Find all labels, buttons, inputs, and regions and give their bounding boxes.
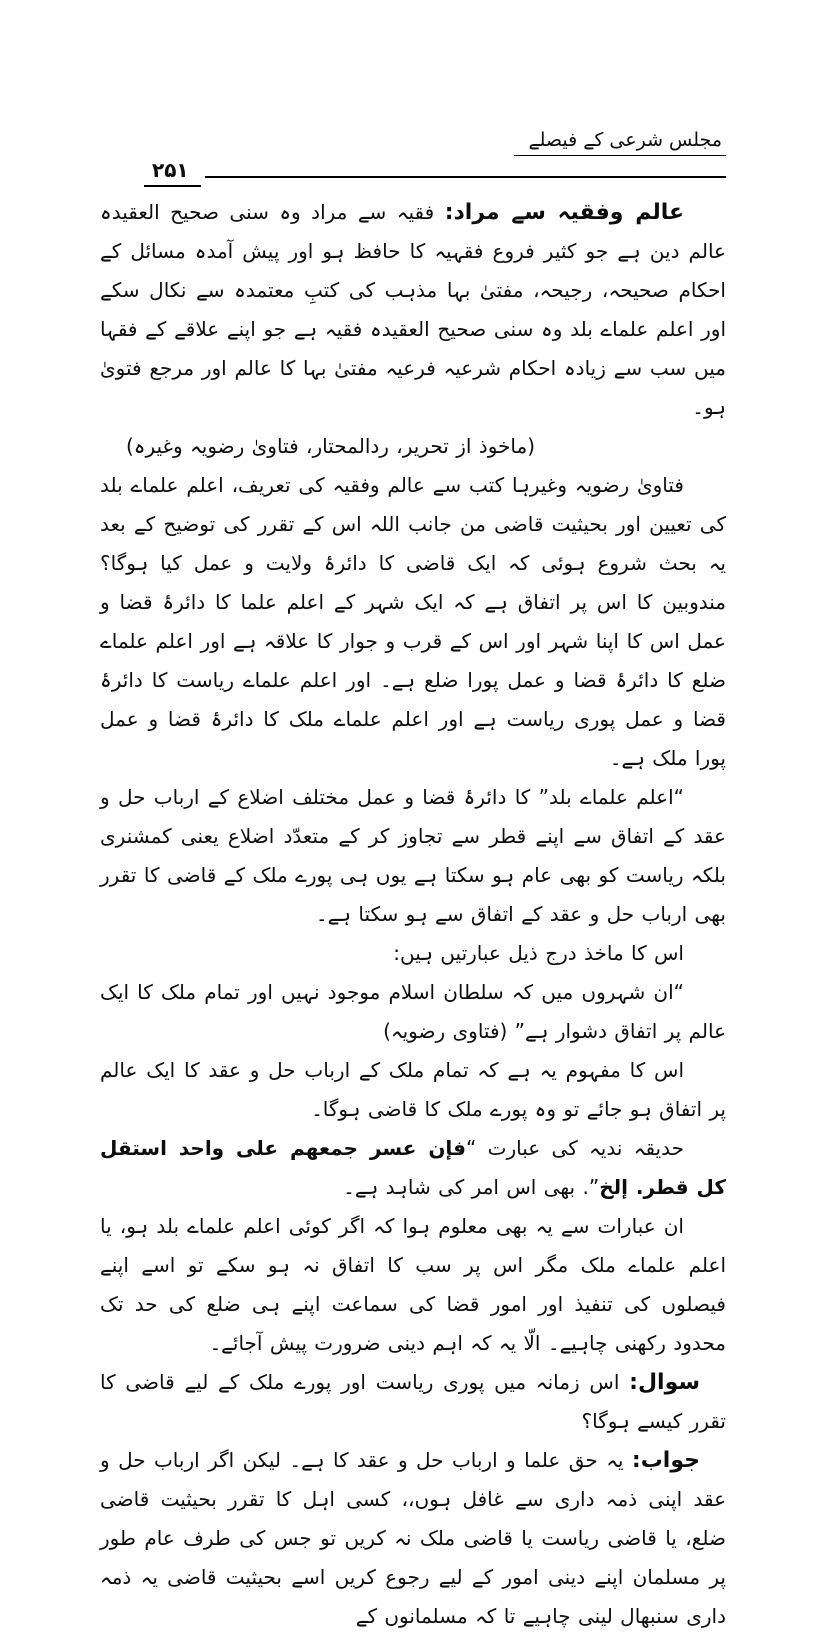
- paragraph-text-pre: حدیقہ ندیہ کی عبارت “: [466, 1136, 684, 1160]
- paragraph-discussion: [100, 466, 726, 778]
- header-title-row: [100, 128, 726, 156]
- paragraph-text-post: ”. بھی اس امر کی شاہد ہے۔: [343, 1175, 600, 1199]
- paragraph-text: “اعلم علماے بلد” کا دائرۂ قضا و عمل مختلف اضلاع کے ارباب حل و عقد کے اتفاق سے اپنے قطر سے تجاوز کر کے متعدّد اضلاع یعنی کمشنری بلکہ ریاست کو بھی عام ہو سکتا ہے یوں ہی پورے ملک کے قاضی کا تقرر بھی ارباب حل و عقد کے اتفاق سے ہو سکتا ہے۔: [100, 785, 726, 926]
- paragraph-hadiqa-quote: [100, 1129, 726, 1207]
- paragraph-text: ان عبارات سے یہ بھی معلوم ہوا کہ اگر کوئی اعلم علماے بلد ہو، یا اعلم علماے ملک مگر اس پر سب کا اتفاق نہ ہو سکے تو اسے اپنے فیصلوں کی تنفیذ اور امور قضا کی سماعت اپنے ہی ضلع کی حد تک محدود رکھنی چاہیے۔ الّا یہ کہ اہم دینی ضرورت پیش آجائے۔: [100, 1214, 726, 1355]
- header-rule-row: [100, 158, 726, 187]
- paragraph-meaning: [100, 1051, 726, 1129]
- paragraph-text: اس کا ماخذ درج ذیل عبارتیں ہیں:: [393, 941, 684, 965]
- paragraph-text: (ماخوذ از تحریر، ردالمحتار، فتاویٰ رضویہ وغیرہ): [125, 434, 536, 458]
- paragraph-text: اس کا مفہوم یہ ہے کہ تمام ملک کے ارباب حل و عقد کا ایک عالم پر اتفاق ہو جائے تو وہ پورے ملک کا قاضی ہوگا۔: [100, 1058, 726, 1121]
- answer-lead: جواب:: [631, 1448, 701, 1473]
- arabic-quote: فإن عسر جمعهم على واحد استقل كل قطر. إلخ: [100, 1136, 726, 1199]
- book-title: مجلس شرعی کے فیصلے: [514, 128, 726, 156]
- paragraph-text: یہ حق علما و ارباب حل و عقد کا ہے۔ لیکن اگر ارباب حل و عقد اپنی ذمہ داری سے غافل ہوں،، کسی اہل کا تقرر بحیثیت قاضی ضلع، یا قاضی ریاست یا قاضی ملک نہ کریں تو جس کی طرف عام طور پر مسلمان اپنے دینی امور کے لیے رجوع کریں اسے بحیثیت قاضی یہ ذمہ داری سنبھال لینی چاہیے تا کہ مسلمانوں کے: [100, 1448, 726, 1628]
- paragraph-text: “ان شہروں میں کہ سلطان اسلام موجود نہیں اور تمام ملک کا ایک عالم پر اتفاق دشوار ہے” (فتاوی رضویہ): [100, 980, 726, 1043]
- page-number: ۲۵۱: [144, 158, 201, 187]
- citation-line: [100, 427, 726, 466]
- paragraph-question: [100, 1363, 726, 1441]
- paragraph-definition: [100, 193, 726, 427]
- paragraph-fatawa-quote: [100, 973, 726, 1051]
- paragraph-lead: عالم وفقیہ سے مراد:: [444, 200, 685, 225]
- paragraph-text: فتاویٰ رضویہ وغیرہا کتب سے عالم وفقیہ کی تعریف، اعلم علماے بلد کی تعیین اور بحیثیت قاضی من جانب اللہ اس کے تقرر کی توضیح کے بعد یہ بحث شروع ہوئی کہ ایک قاضی کا دائرۂ ولایت و عمل کیا ہوگا؟ مندوبین کا اس پر اتفاق ہے کہ ایک شہر کے اعلم علما کا دائرۂ قضا و عمل اس کا اپنا شہر اور اس کے قرب و جوار کا علاقہ ہے اور اعلم علماے ضلع کا دائرۂ قضا و عمل پورا ضلع ہے۔ اور اعلم علماے ریاست کا دائرۂ قضا و عمل پوری ریاست ہے اور اعلم علماے ملک کا دائرۂ قضا و عمل پورا ملک ہے۔: [100, 473, 726, 770]
- paragraph-text: اس زمانہ میں پوری ریاست اور پورے ملک کے لیے قاضی کا تقرر کیسے ہوگا؟: [100, 1370, 726, 1433]
- question-lead: سوال:: [629, 1370, 700, 1395]
- paragraph-sources-intro: [100, 934, 726, 973]
- page-header: [100, 128, 726, 187]
- header-rule: [205, 176, 726, 178]
- paragraph-aalam-bilad: [100, 778, 726, 934]
- page-body: [100, 193, 726, 1636]
- paragraph-conclusion: [100, 1207, 726, 1363]
- paragraph-text: فقیہ سے مراد وہ سنی صحیح العقیدہ عالم دین ہے جو کثیر فروع فقہیہ کا حافظ ہو اور پیش آمدہ مسائل کے احکام صحیحہ، رجیحہ، مفتیٰ بہا مذہب کی کتبِ معتمدہ سے نکال سکے اور اعلم علماے بلد وہ سنی صحیح العقیدہ فقیہ ہے جو اپنے علاقے کے فقہا میں سب سے زیادہ احکام شرعیہ فرعیہ مفتیٰ بہا کا عالم اور مرجع فتویٰ ہو۔: [100, 200, 726, 419]
- paragraph-answer: [100, 1441, 726, 1636]
